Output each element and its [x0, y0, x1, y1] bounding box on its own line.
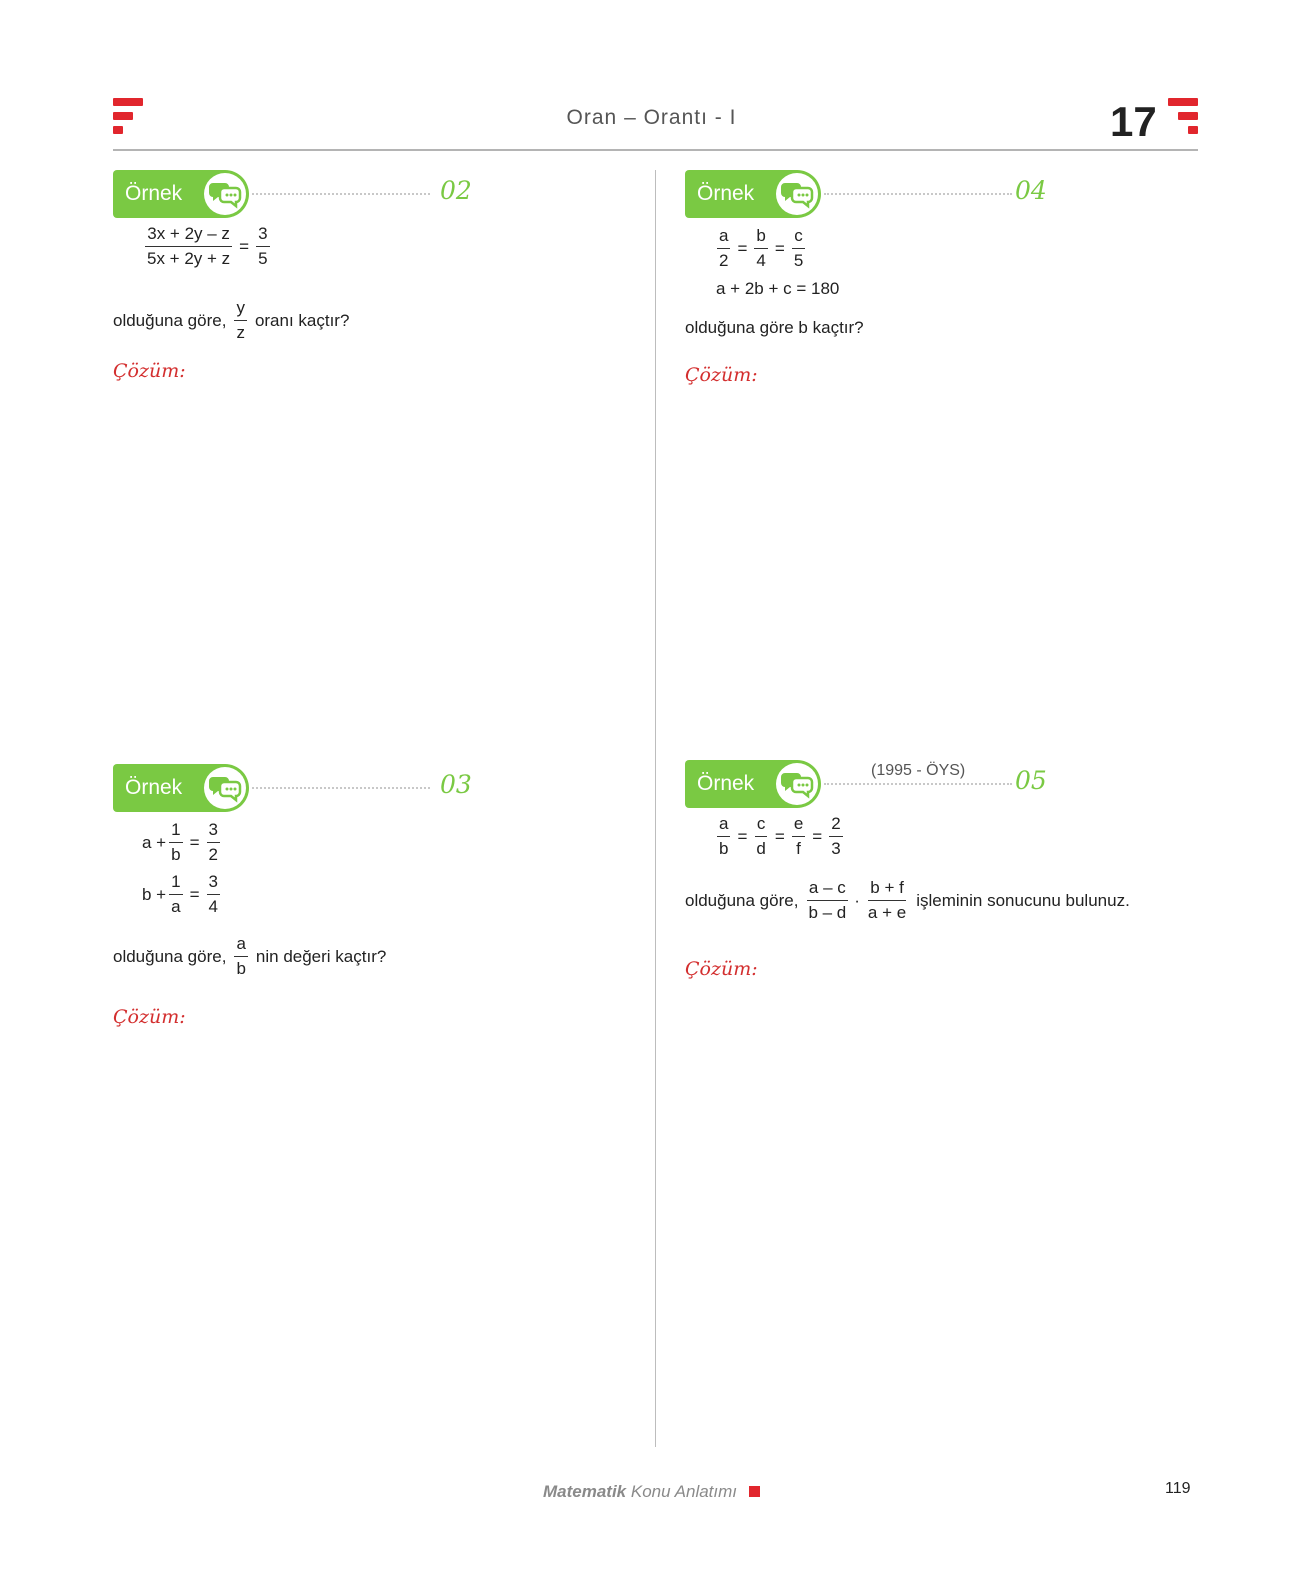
source-note: (1995 - ÖYS): [871, 762, 966, 779]
dotted-leader: [824, 193, 1012, 195]
badge-label: Örnek: [697, 772, 755, 795]
example-badge-03: [113, 764, 249, 812]
speech-bubbles-icon: [204, 173, 246, 215]
example-number: 05: [1015, 766, 1047, 795]
example-badge-02: [113, 170, 249, 218]
header-rule: [113, 149, 1198, 151]
badge-label: Örnek: [697, 182, 755, 205]
question-text: olduğuna göre b kaçtır?: [685, 318, 864, 337]
equation-1: a + $\frac{1}{b}$ = $\frac{3}{2}$: [142, 820, 218, 864]
example-number: 02: [440, 176, 472, 205]
dotted-leader: [252, 193, 430, 195]
badge-label: Örnek: [125, 776, 183, 799]
brand-logo-icon-right: [1168, 98, 1200, 140]
footer-book-title: Matematik Konu Anlatımı: [0, 1482, 1303, 1502]
equation-2: b + $\frac{1}{a}$ = $\frac{3}{4}$: [142, 872, 218, 916]
speech-bubbles-icon: [776, 763, 818, 805]
example-number: 04: [1015, 176, 1047, 205]
solution-label: Çözüm:: [685, 364, 758, 386]
speech-bubbles-icon: [204, 767, 246, 809]
column-divider: [655, 170, 656, 1447]
page-number: 119: [1165, 1480, 1191, 1497]
chapter-title: Oran – Orantı - I: [566, 106, 737, 129]
equation: $\frac{3x + 2y - z}{5x + 2y + z}$ = $\frac{3}{5}$: [147, 224, 268, 268]
example-badge-05: [685, 760, 821, 808]
badge-label: Örnek: [125, 182, 183, 205]
equation-line-2: a + 2b + c = 180: [716, 279, 840, 298]
dotted-leader: [252, 787, 430, 789]
example-badge-04: [685, 170, 821, 218]
chapter-number: 17: [1110, 98, 1157, 145]
equation: $\frac{a}{2}$ = $\frac{b}{4}$ = $\frac{c}{5}$: [719, 226, 804, 270]
footer-square-icon: [749, 1486, 760, 1497]
question-text: olduğuna göre, $\frac{a}{b}$ nin değeri kaçtır?: [113, 934, 387, 978]
solution-label: Çözüm:: [113, 360, 186, 382]
question-text: olduğuna göre, $\frac{y}{z}$ oranı kaçtır?: [113, 298, 350, 342]
solution-label: Çözüm:: [113, 1006, 186, 1028]
equation: $\frac{a}{b}$ = $\frac{c}{d}$ = $\frac{e}{f}$ = $\frac{2}{3}$: [719, 814, 841, 858]
example-number: 03: [440, 770, 472, 799]
question-text: olduğuna göre, $\frac{a - c}{b - d}$ · $\frac{b + f}{a + e}$ işleminin sonucunu bulunuz.: [685, 878, 1130, 922]
solution-label: Çözüm:: [685, 958, 758, 980]
speech-bubbles-icon: [776, 173, 818, 215]
dotted-leader: [824, 783, 1012, 785]
